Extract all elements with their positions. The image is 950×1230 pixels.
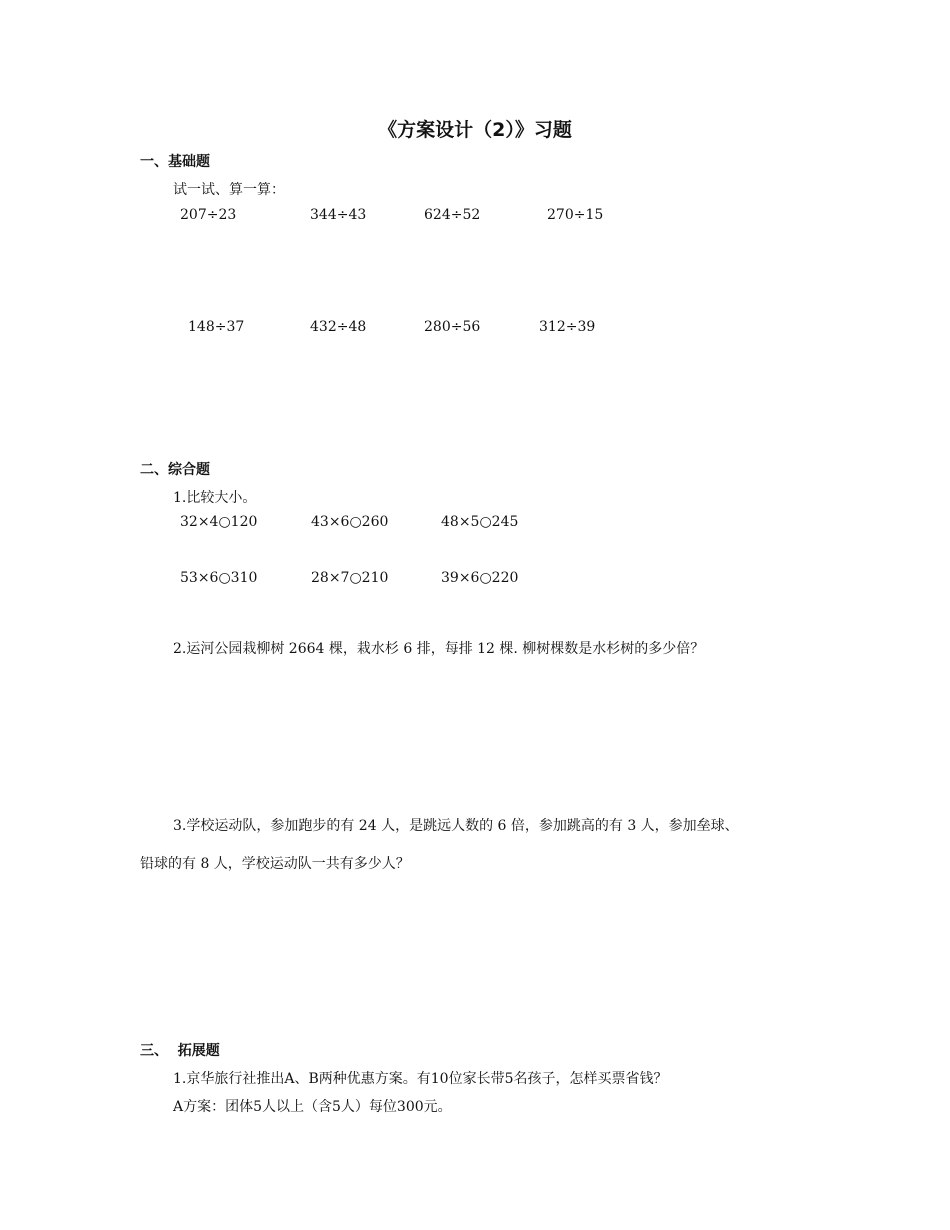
- comparison-problem: 39×6○220: [441, 570, 519, 586]
- question-3-text-line1: 3.学校运动队，参加跑步的有 24 人，是跳远人数的 6 倍，参加跳高的有 3 人，参加垒球、: [173, 818, 739, 834]
- section-heading-basic: 一、基础题: [140, 154, 210, 170]
- division-problem: 312÷39: [539, 319, 596, 335]
- comparison-problem: 48×5○245: [441, 514, 519, 530]
- instruction-text: 试一试、算一算：: [173, 182, 285, 198]
- extension-question-1: 1.京华旅行社推出A、B两种优惠方案。有10位家长带5名孩子，怎样买票省钱？: [173, 1071, 668, 1087]
- page-title: 《方案设计（2）》习题: [378, 119, 572, 141]
- question-3-text-line2: 铅球的有 8 人，学校运动队一共有多少人？: [140, 856, 410, 872]
- comparison-problem: 43×6○260: [311, 514, 389, 530]
- division-problem: 270÷15: [547, 207, 604, 223]
- division-problem: 280÷56: [424, 319, 481, 335]
- division-problem: 344÷43: [310, 207, 367, 223]
- division-problem: 148÷37: [188, 319, 245, 335]
- plan-a-text: A方案：团体5人以上（含5人）每位300元。: [173, 1099, 452, 1115]
- question-1-label: 1.比较大小。: [173, 490, 257, 506]
- comparison-problem: 53×6○310: [180, 570, 258, 586]
- comparison-problem: 28×7○210: [311, 570, 389, 586]
- section-heading-comprehensive: 二、综合题: [140, 462, 210, 478]
- section-heading-extension: 三、 拓展题: [140, 1043, 220, 1059]
- question-2-text: 2.运河公园栽柳树 2664 棵，栽水杉 6 排，每排 12 棵. 柳树棵数是水杉树的多少倍？: [173, 641, 705, 657]
- division-problem: 207÷23: [180, 207, 237, 223]
- division-problem: 624÷52: [424, 207, 481, 223]
- division-problem: 432÷48: [310, 319, 367, 335]
- comparison-problem: 32×4○120: [180, 514, 258, 530]
